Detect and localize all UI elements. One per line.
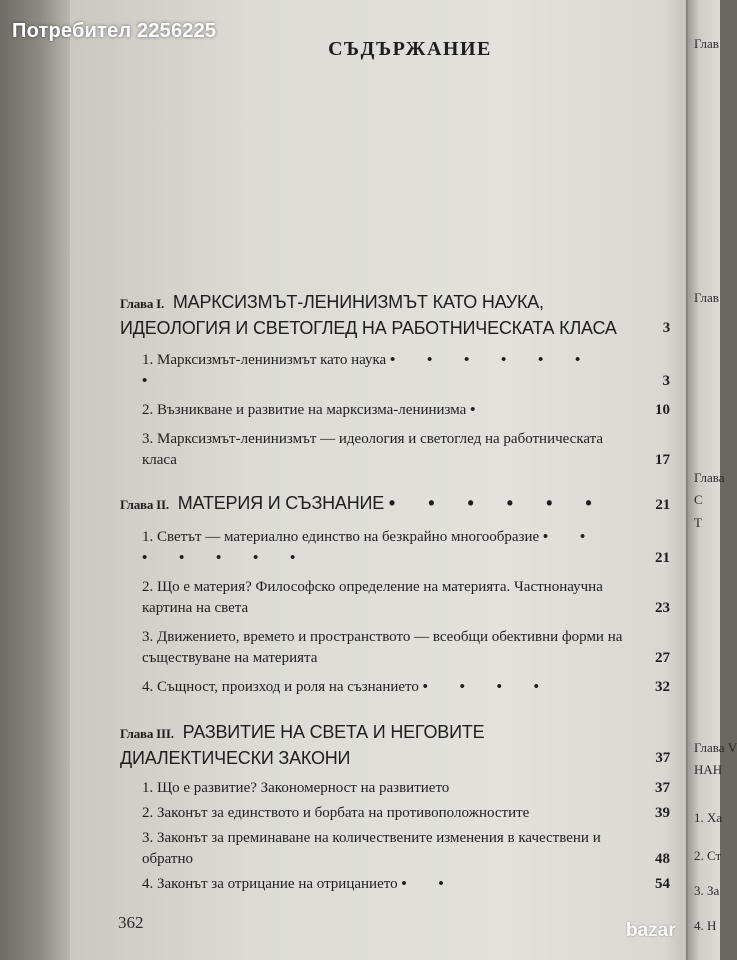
- facing-fragment: 4. Н: [694, 918, 717, 933]
- section-entry: [142, 828, 670, 870]
- section-title: 3. Законът за преминаване на количествените изменения в качествени и обратно: [142, 830, 601, 867]
- chapter-2: [120, 491, 670, 698]
- section-entry: [142, 429, 670, 471]
- section-entry: [142, 627, 670, 669]
- leader-dots: •: [470, 402, 490, 418]
- chapter-page: 3: [662, 320, 670, 336]
- facing-fragment: Глава V: [694, 740, 737, 755]
- section-page: 17: [655, 452, 670, 468]
- facing-fragment: Т: [694, 515, 702, 530]
- section-title: 1. Марксизмът-ленинизмът като наука: [142, 352, 387, 368]
- section-entry: [142, 400, 670, 421]
- leader-dots: • • • • • •: [388, 493, 606, 513]
- section-entry: [142, 874, 670, 895]
- section-entry: [142, 527, 670, 569]
- section-page: 39: [655, 805, 670, 821]
- chapter-page: 21: [655, 497, 670, 513]
- facing-fragment: 1. Ха: [694, 810, 723, 825]
- section-page: 21: [655, 550, 670, 566]
- leader-dots: • • • •: [422, 679, 553, 695]
- chapter-label: Глава I.: [120, 296, 165, 311]
- chapter-heading: [120, 720, 670, 770]
- chapter-page: 37: [655, 750, 670, 766]
- chapter-heading: [120, 491, 670, 517]
- section-entry: [142, 803, 670, 824]
- chapter-label: Глава II.: [120, 497, 169, 512]
- section-entry: [142, 577, 670, 619]
- section-entry: [142, 778, 670, 799]
- section-page: 54: [655, 876, 670, 892]
- chapter-1: [120, 290, 670, 471]
- section-entry: [142, 677, 670, 698]
- section-title: 2. Законът за единството и борбата на противоположностите: [142, 805, 530, 821]
- section-page: 27: [655, 650, 670, 666]
- section-page: 32: [655, 679, 670, 695]
- section-title: 3. Марксизмът-ленинизмът — идеология и светоглед на работническата класа: [142, 431, 604, 468]
- facing-fragment: 3. За: [694, 883, 720, 898]
- section-title: 2. Що е материя? Философско определение на материята. Частнонаучна картина на света: [142, 579, 603, 616]
- leader-dots: • •: [401, 876, 458, 892]
- table-of-contents: [120, 290, 670, 909]
- section-page: 10: [655, 402, 670, 418]
- chapter-title: МАТЕРИЯ И СЪЗНАНИЕ: [177, 493, 385, 513]
- leader-dots: • • • • • • •: [142, 352, 595, 389]
- facing-page-edge: [688, 0, 737, 960]
- facing-fragment: Глав: [694, 290, 719, 305]
- chapter-heading: [120, 290, 670, 340]
- facing-fragment: 2. Ст: [694, 848, 722, 863]
- section-page: 37: [655, 780, 670, 796]
- facing-fragment: Глава: [694, 470, 725, 485]
- chapter-label: Глава III.: [120, 726, 174, 741]
- section-title: 3. Движението, времето и пространството — всеобщи обективни форми на съществуване на материята: [142, 629, 623, 666]
- section-entry: [142, 350, 670, 392]
- page-title: СЪДЪРЖАНИЕ: [328, 38, 492, 60]
- facing-fragment: С: [694, 492, 703, 507]
- leader-dots: • • • • • • •: [142, 529, 600, 566]
- section-page: 23: [655, 600, 670, 616]
- section-title: 4. Същност, произход и роля на съзнанието: [142, 679, 419, 695]
- chapter-3: [120, 720, 670, 895]
- bazar-logo: bazar: [626, 920, 676, 941]
- section-title: 4. Законът за отрицание на отрицанието: [142, 876, 398, 892]
- section-page: 3: [662, 373, 670, 389]
- section-page: 48: [655, 851, 670, 867]
- facing-fragment: НАН: [694, 762, 723, 777]
- chapter-title: РАЗВИТИЕ НА СВЕТА И НЕГОВИТЕ ДИАЛЕКТИЧЕСКИ ЗАКОНИ: [120, 722, 485, 768]
- facing-fragment: Глав: [694, 36, 719, 51]
- section-title: 1. Що е развитие? Закономерност на развитието: [142, 780, 450, 796]
- user-watermark: Потребител 2256225: [12, 20, 217, 42]
- page-number: 362: [118, 913, 144, 932]
- section-title: 2. Възникване и развитие на марксизма-ленинизма: [142, 402, 467, 418]
- section-title: 1. Светът — материално единство на безкрайно многообразие: [142, 529, 540, 545]
- chapter-title: МАРКСИЗМЪТ-ЛЕНИНИЗМЪТ КАТО НАУКА, ИДЕОЛОГИЯ И СВЕТОГЛЕД НА РАБОТНИЧЕСКАТА КЛАСА: [120, 292, 617, 338]
